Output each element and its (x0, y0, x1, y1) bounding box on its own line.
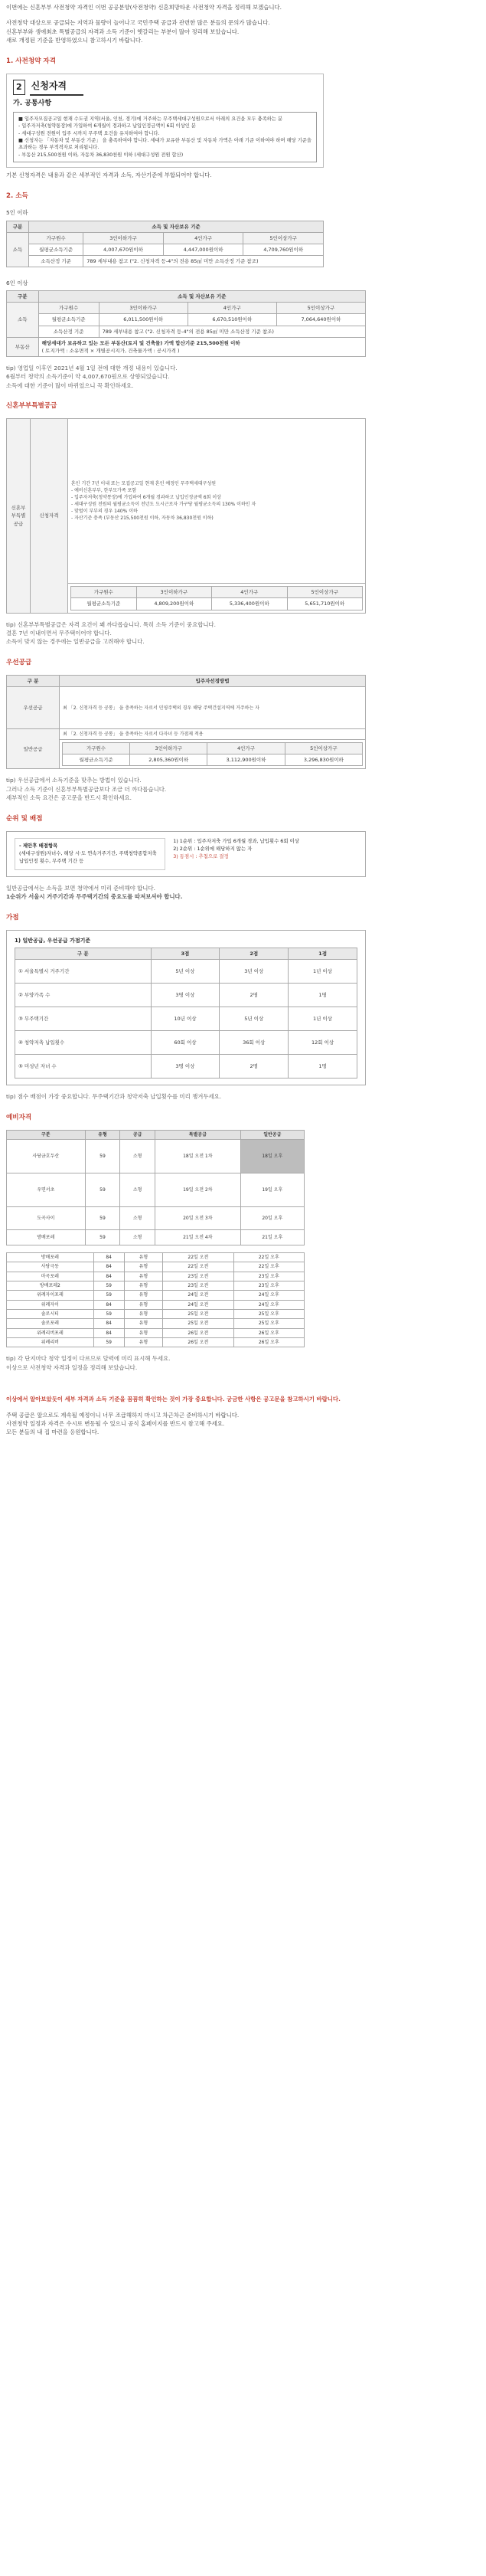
rule-line: - 자산기준 충족 (부동산 215,500천원 이하, 자동차 36,830천원 이하) (71, 516, 214, 522)
figure-subtitle: 가. 공통사항 (13, 99, 52, 107)
table-cell: 84 (93, 1300, 124, 1309)
section-title: 예비자격 (6, 1113, 32, 1121)
table-cell: 10년 이상 (151, 1007, 220, 1031)
row-header: 소득 (7, 232, 29, 267)
section-number: 2 (13, 80, 25, 94)
figure-caption: 기본 신청자격은 내용과 같은 세부적인 자격과 소득, 자산기준에 부합되어야 합니다. (6, 172, 212, 179)
table-cell: 36회 이상 (220, 1031, 289, 1055)
table-cell: 25일 오후 (233, 1319, 304, 1328)
table-cell: 21일 오전 4차 (155, 1230, 240, 1245)
table-cell: 22일 오후 (233, 1253, 304, 1262)
closing-line: 모든 분들의 내 집 마련을 응원합니다. (6, 1429, 99, 1436)
table-cell: 솔로시티 (7, 1309, 94, 1318)
rank-right-line: 1) 1순위 : 입주자저축 가입 6개월 경과, 납입횟수 6회 이상 (173, 838, 299, 845)
row-header: 신청자격 (31, 419, 68, 613)
figure-line: - 세대구성원 전원이 입주 시까지 무주택 요건을 유지하여야 합니다. (18, 130, 160, 136)
table-cell: 방배포레 (7, 1253, 94, 1262)
table-cell: 사당금호두산 (7, 1140, 86, 1173)
table-cell: 소형 (120, 1140, 155, 1173)
tip-line: 6월부터 청약의 소득기준이 약 4,007,670원으로 상향되었습니다. (6, 373, 170, 381)
table-cell: 20일 오전 3차 (155, 1207, 240, 1230)
tip-line: tip) 점수 배점이 가장 중요합니다. 무주택기간과 청약저축 납입횟수를 미리 챙겨두세요. (6, 1093, 222, 1101)
table-cell: 우면서초 (7, 1173, 86, 1207)
table-cell: 5인이상가구 (285, 743, 362, 754)
table-cell: 3명 이상 (151, 984, 220, 1007)
row-header: 소득 (7, 303, 39, 337)
table-cell: 26일 오후 (233, 1328, 304, 1337)
income-table (6, 221, 324, 267)
table-cell: 22일 오전 (163, 1253, 233, 1262)
table-cell: 5년 이상 (220, 1007, 289, 1031)
tip-line: 결혼 7년 이내이면서 무주택이어야 합니다. (6, 630, 112, 637)
table-cell: 3인이하가구 (99, 303, 188, 314)
table-cell: 가구원수 (38, 303, 99, 314)
rule-line: 혼인 기간 7년 이내 또는 모집공고일 현재 혼인 예정인 무주택세대구성원 (71, 481, 217, 487)
table-cell: 25일 오전 (163, 1319, 233, 1328)
table-header: 구 분 (7, 676, 60, 687)
table-header: 3점 (151, 948, 220, 960)
table-cell: 4,447,000원이하 (163, 244, 243, 255)
rule-line: - 입주자저축(청약통장)에 가입하여 6개월 경과하고 납입인정금액 6회 이상 (71, 495, 221, 501)
table-cell: 위례자이 (7, 1300, 94, 1309)
table-cell: 23일 오후 (233, 1281, 304, 1291)
table-cell: 3인이하가구 (83, 232, 164, 244)
table-cell: 유형 (124, 1272, 163, 1281)
table-cell: 소형 (120, 1173, 155, 1207)
intro-line: 이번에는 신혼부부 사전청약 자격인 이번 공공분양(사전청약) 신혼희망타운 사전청약 자격을 정리해 보겠습니다. (6, 4, 282, 11)
figure-line: ■ 신청자는 「자동차 및 부동산 기준」 을 충족하여야 합니다. 세대가 보유한 부동산 및 자동차 가액은 아래 기준 이하여야 하며 해당 기준을 초과하는 경우 부적격자로 처리됩니다. (18, 138, 311, 151)
tip-line: 이상으로 사전청약 자격과 일정을 정리해 보았습니다. (6, 1363, 138, 1371)
table-cell: 유형 (124, 1262, 163, 1272)
table-cell: 84 (93, 1253, 124, 1262)
table-cell: 59 (85, 1140, 120, 1173)
table-cell: 84 (93, 1262, 124, 1272)
table-cell: 유형 (124, 1291, 163, 1300)
table-cell: 59 (93, 1291, 124, 1300)
table-cell: 1명 (289, 1055, 357, 1079)
table-cell: 최 「2. 신청자격 등 공통」 을 충족하는 자로서 다자녀 등 가점제 적용 (60, 729, 366, 740)
intro-line: 사전청약 대상으로 공급되는 지역과 물량이 늘어나고 국민주택 공급과 관련한 많은 분들의 문의가 많습니다. (6, 19, 270, 27)
table-cell: 솔로포레 (7, 1319, 94, 1328)
section-title: 우선공급 (6, 658, 32, 666)
table-cell: 59 (85, 1207, 120, 1230)
table-cell: 22일 오후 (233, 1262, 304, 1272)
row-header: 일반공급 (7, 729, 60, 769)
table-header: 유형 (85, 1130, 120, 1139)
table-cell: 26일 오후 (233, 1337, 304, 1347)
table-cell: 4인가구 (212, 587, 287, 598)
table-cell: 유형 (124, 1281, 163, 1291)
table-cell: 84 (93, 1272, 124, 1281)
section-title: 순위 및 배점 (6, 814, 43, 823)
closing-highlight: 이상에서 알아보았듯이 세부 자격과 소득 기준을 꼼꼼히 확인하는 것이 가장 중요합니다. 궁금한 사항은 공고문을 참고하시기 바랍니다. (6, 1396, 341, 1403)
figure-line: - 부동산 215,500천원 이하, 자동차 36,830천원 이하 (세대구성원 전원 합산) (18, 152, 184, 158)
table-header: 소득 및 자산보유 기준 (28, 221, 323, 232)
table-cell: 5인이상가구 (243, 232, 324, 244)
table-cell: 84 (93, 1328, 124, 1337)
table-cell: 4인가구 (163, 232, 243, 244)
rank-left-line: (세대구성원)자녀수, 해당 시·도 연속거주기간, 주택청약종합저축 납입인정 횟수, 무주택 기간 등 (19, 850, 157, 864)
table-cell: 24일 오후 (233, 1291, 304, 1300)
table-cell: ⑤ 미성년 자녀 수 (15, 1055, 152, 1079)
tip-line: 소득에 대한 기준이 많이 바뀌었으니 꼭 확인하세요. (6, 381, 134, 389)
table-cell: 18일 오전 1차 (155, 1140, 240, 1173)
table-cell: 5,651,710원이하 (287, 598, 362, 610)
table-cell: 월평균소득기준 (38, 314, 99, 326)
table-cell: 19일 오후 (240, 1173, 304, 1207)
table-cell: 4인가구 (188, 303, 276, 314)
table-cell: 3인이하가구 (136, 587, 211, 598)
section-title: 가점 (6, 913, 19, 921)
table-cell: 4,809,200원이하 (136, 598, 211, 610)
table-cell: 3명 이상 (151, 1055, 220, 1079)
table-cell: 소득산정 기준 (28, 255, 83, 267)
table-cell: 방배포레2 (7, 1281, 94, 1291)
table-cell: 60회 이상 (151, 1031, 220, 1055)
table-cell: 59 (85, 1230, 120, 1245)
table-header: 특별공급 (155, 1130, 240, 1139)
table-cell: 사당극동 (7, 1262, 94, 1272)
tip-line: 일반공급에서는 소득을 보면 청약에서 미리 준비해야 합니다. (6, 884, 155, 892)
table-cell: 19일 오전 2차 (155, 1173, 240, 1207)
priority-table (6, 675, 366, 769)
table-cell: 12회 이상 (289, 1031, 357, 1055)
table-cell: 25일 오후 (233, 1309, 304, 1318)
closing-line: 사전청약 일정과 자격은 수시로 변동될 수 있으니 공식 홈페이지를 반드시 참고해 주세요. (6, 1420, 225, 1427)
table-cell: 21일 오후 (240, 1230, 304, 1245)
figure-title: 신청자격 (30, 79, 83, 96)
table-cell: 5인이상가구 (287, 587, 362, 598)
table-cell: 59 (93, 1309, 124, 1318)
table-cell: 위례자이포레 (7, 1291, 94, 1300)
table-cell: 가구원수 (63, 743, 130, 754)
table-header: 구분 (7, 1130, 86, 1139)
table-cell: 가구원수 (71, 587, 137, 598)
table-cell: 26일 오전 (163, 1337, 233, 1347)
table-cell: 23일 오전 (163, 1281, 233, 1291)
table-header: 구분 (7, 291, 39, 303)
table-cell: 2명 (220, 1055, 289, 1079)
table-header: 구 분 (15, 948, 152, 960)
figure-line: ■ 입주자모집공고일 현재 수도권 지역(서울, 인천, 경기)에 거주하는 무주택세대구성원으로서 아래의 요건을 모두 충족하는 분 (18, 116, 283, 122)
table-cell: 유형 (124, 1328, 163, 1337)
table-cell: ④ 청약저축 납입횟수 (15, 1031, 152, 1055)
tip-line: 소득이 맞지 않는 경우에는 일반공급을 고려해야 합니다. (6, 638, 145, 646)
table-cell: 월평균소득기준 (28, 244, 83, 255)
table-cell: 5년 이상 (151, 960, 220, 984)
table-cell: 59 (93, 1281, 124, 1291)
section-title: 신혼부부특별공급 (6, 402, 57, 411)
table-cell: 6,011,500원이하 (99, 314, 188, 326)
table-cell: 도곡사이 (7, 1207, 86, 1230)
table-cell: 789 세부내용 참고 ("2. 신청자격 등-4"의 전용 85㎡ 미만 소득산정 기준 참조) (83, 255, 324, 267)
table-cell: 가구원수 (28, 232, 83, 244)
table-cell: 26일 오전 (163, 1328, 233, 1337)
table-cell: 월평균소득기준 (71, 598, 137, 610)
table-cell: 3년 이상 (220, 960, 289, 984)
table-cell: 2명 (220, 984, 289, 1007)
table-cell: 4,007,670원이하 (83, 244, 164, 255)
income-sublabel: 6인 이상 (6, 279, 28, 286)
table-cell: 24일 오전 (163, 1291, 233, 1300)
row-header: 신혼부부특별공급 (7, 419, 31, 613)
rule-line: - 세대구성원 전원의 월평균소득이 전년도 도시근로자 가구당 월평균소득의 130% 이하인 자 (71, 502, 256, 508)
income-sublabel: 5인 이하 (6, 209, 28, 217)
table-cell: 23일 오전 (163, 1272, 233, 1281)
table-cell: ① 서울특별시 거주기간 (15, 960, 152, 984)
table-cell: 2,805,360원이하 (130, 754, 207, 766)
rank-left-title: - 제안후 배점항목 (19, 843, 58, 849)
rule-line: - 맞벌이 부부의 경우 140% 이하 (71, 509, 138, 515)
table-cell: 4,709,760원이하 (243, 244, 324, 255)
tip-line: tip) 영업일 이후인 2021년 4월 1일 전에 대한 개정 내용이 있습니다. (6, 364, 178, 372)
table-cell: 84 (93, 1319, 124, 1328)
tip-line: 세부적인 소득 요건은 공고문을 반드시 확인하세요. (6, 794, 132, 802)
tip-line: 그러나 소득 기준이 신혼부부특별공급보다 조금 더 까다롭습니다. (6, 785, 167, 793)
table-cell: 23일 오후 (233, 1272, 304, 1281)
asset-line: 해당세대가 보유하고 있는 모든 부동산(토지 및 건축물) 가액 합산기준 215,500천원 이하 (41, 339, 240, 346)
table-cell: 5,336,400원이하 (212, 598, 287, 610)
rank-right-line: 3) 동점시 : 추첨으로 결정 (173, 853, 229, 859)
score-figure (6, 930, 366, 1085)
asset-line: ( 토지가액 : 소유면적 × 개별공시지가, 건축물가액 : 공시가격 ) (41, 347, 180, 354)
intro-line: 신혼부부와 생애최초 특별공급의 자격과 소득 기준이 헷갈리는 부분이 많아 정리해 보았습니다. (6, 28, 240, 35)
table-cell: 유형 (124, 1253, 163, 1262)
closing-line: 주택 공급은 앞으로도 계속될 예정이니 너무 조급해하지 마시고 차근차근 준비하시기 바랍니다. (6, 1411, 240, 1419)
table-header: 소득 및 자산보유 기준 (38, 291, 365, 303)
section-title: 2. 소득 (6, 191, 28, 200)
table-cell: 59 (85, 1173, 120, 1207)
table-cell: 유형 (124, 1309, 163, 1318)
table-cell: 유형 (124, 1300, 163, 1309)
tip-line: tip) 신혼부부특별공급은 자격 요건이 꽤 까다롭습니다. 특히 소득 기준이 중요합니다. (6, 620, 216, 628)
rule-line: - 예비신혼부부, 한부모가족 포함 (71, 488, 137, 494)
table-header: 일반공급 (240, 1130, 304, 1139)
table-cell: 소형 (120, 1207, 155, 1230)
table-cell: 20일 오후 (240, 1207, 304, 1230)
table-cell: 1명 (289, 984, 357, 1007)
table-cell: 6,670,510원이하 (188, 314, 276, 326)
table-cell: 1년 이상 (289, 1007, 357, 1031)
table-cell: 22일 오전 (163, 1262, 233, 1272)
table-header: 입주자선정방법 (60, 676, 366, 687)
income-table-2 (6, 290, 366, 356)
table-cell: 3인이하가구 (130, 743, 207, 754)
table-cell: 4인가구 (207, 743, 285, 754)
table-cell: 위례리버 (7, 1337, 94, 1347)
table-header: 1점 (289, 948, 357, 960)
table-cell: ③ 무주택기간 (15, 1007, 152, 1031)
table-cell: 5인이상가구 (276, 303, 365, 314)
table-cell: 18일 오후 (240, 1140, 304, 1173)
newlywed-table (6, 418, 366, 613)
table-cell: 소득산정 기준 (38, 326, 99, 337)
section-title: 1. 사전청약 자격 (6, 57, 57, 65)
table-cell: 방배포레 (7, 1230, 86, 1245)
figure-line: - 입주자저축(청약통장)에 가입하여 6개월이 경과하고 납입인정금액이 6회 이상인 분 (18, 123, 196, 129)
table-cell: 25일 오전 (163, 1309, 233, 1318)
table-cell: 789 세부내용 참고 ("2. 신청자격 등-4"의 전용 85㎡ 미만 소득산정 기준 참조) (99, 326, 365, 337)
table-header: 공급 (120, 1130, 155, 1139)
row-header: 우선공급 (7, 687, 60, 729)
score-caption: 1) 일반공급, 우선공급 가점기준 (15, 938, 91, 944)
eligibility-figure (6, 74, 324, 168)
table-cell: 유형 (124, 1319, 163, 1328)
table-cell: 마곡포레 (7, 1272, 94, 1281)
table-cell: 월평균소득기준 (63, 754, 130, 766)
table-header: 2점 (220, 948, 289, 960)
tip-line: tip) 각 단지마다 청약 일정이 다르므로 달력에 미리 표시해 두세요. (6, 1355, 171, 1363)
table-cell: 최 「2. 신청자격 등 공통」 을 충족하는 자로서 민영주택의 경우 해당 주택건설지역에 거주하는 자 (60, 687, 366, 729)
tip-line: tip) 우선공급에서 소득기준을 맞추는 방법이 있습니다. (6, 777, 142, 784)
intro-line: 새로 개정된 기준을 반영하였으니 참고하시기 바랍니다. (6, 37, 143, 44)
table-cell: 위례리버포레 (7, 1328, 94, 1337)
table-cell: 24일 오후 (233, 1300, 304, 1309)
table-cell: 1년 이상 (289, 960, 357, 984)
table-header: 구분 (7, 221, 29, 232)
table-cell: 3,296,830원이하 (285, 754, 362, 766)
tip-line: 1순위가 서울시 거주기간과 무주택기간의 중요도를 따져보셔야 합니다. (6, 893, 183, 901)
row-header: 부동산 (7, 337, 39, 356)
schedule-table (6, 1130, 305, 1245)
schedule-table-2 (6, 1252, 305, 1347)
table-cell: 소형 (120, 1230, 155, 1245)
table-cell: ② 부양가족 수 (15, 984, 152, 1007)
table-cell: 24일 오전 (163, 1300, 233, 1309)
rank-box (6, 831, 366, 877)
table-cell: 7,064,640원이하 (276, 314, 365, 326)
table-cell: 유형 (124, 1337, 163, 1347)
rank-right-line: 2) 2순위 : 1순위에 해당하지 않는 자 (173, 846, 253, 853)
table-cell: 59 (93, 1337, 124, 1347)
table-cell: 3,112,900원이하 (207, 754, 285, 766)
